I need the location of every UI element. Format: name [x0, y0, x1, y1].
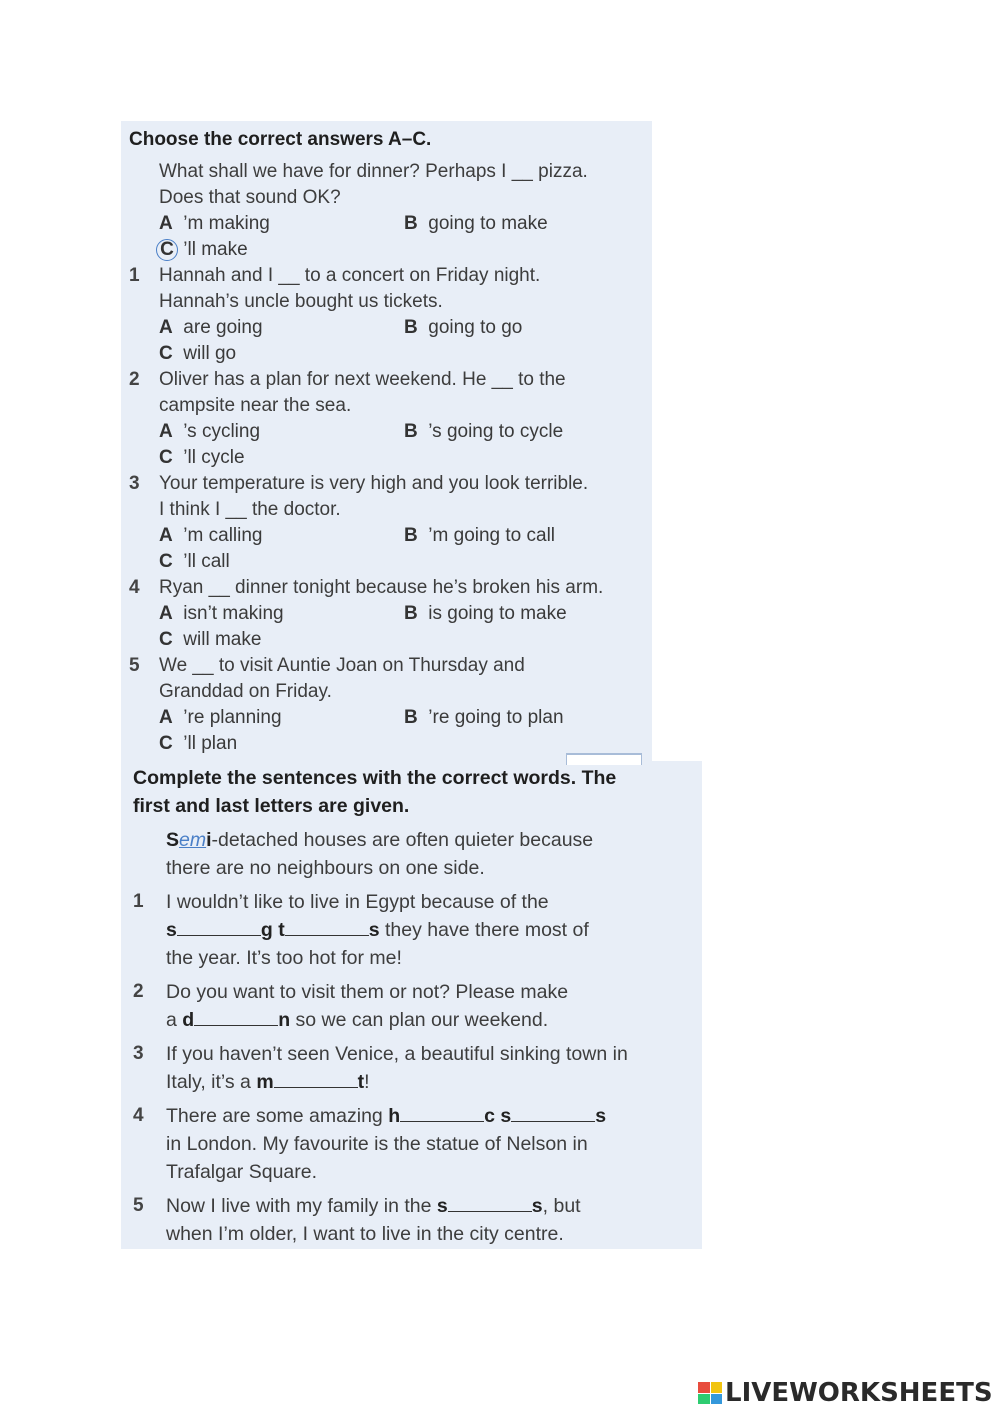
- q4-option-b[interactable]: B is going to make: [404, 603, 567, 624]
- q2-option-b[interactable]: B ’s going to cycle: [404, 421, 564, 442]
- s2-q5-line1: Now I live with my family in the s s, but: [166, 1195, 581, 1217]
- selected-answer-circle: C: [156, 239, 178, 261]
- q4-option-c[interactable]: C will make: [159, 629, 262, 650]
- s2-q3-number: 3: [133, 1043, 144, 1064]
- s2-q1-line2: s g t s they have there most of: [166, 919, 589, 941]
- s2-q1-line1: I wouldn’t like to live in Egypt because of the: [166, 891, 549, 913]
- s2-q4-line2: in London. My favourite is the statue of Nelson in: [166, 1133, 588, 1155]
- s2-q2-blank[interactable]: [194, 1007, 278, 1026]
- logo-text: LIVEWORKSHEETS: [725, 1378, 993, 1408]
- section2-heading-line1: Complete the sentences with the correct words. The: [133, 767, 617, 789]
- s2-q3-line2: Italy, it’s a m t!: [166, 1071, 370, 1093]
- s2-q4-line3: Trafalgar Square.: [166, 1161, 318, 1183]
- q2-line1: Oliver has a plan for next weekend. He __ to the: [159, 369, 566, 390]
- q1-option-b[interactable]: B going to go: [404, 317, 523, 338]
- s2-q1-blank1[interactable]: [177, 917, 261, 936]
- section1-heading: Choose the correct answers A–C.: [129, 129, 432, 150]
- q5-option-c[interactable]: C ’ll plan: [159, 733, 238, 754]
- s2-example-line2: there are no neighbours on one side.: [166, 857, 485, 879]
- example-answer: em: [179, 829, 207, 851]
- s2-q4-number: 4: [133, 1105, 144, 1126]
- s2-q2-line1: Do you want to visit them or not? Please make: [166, 981, 569, 1003]
- s2-q3-blank[interactable]: [274, 1069, 358, 1088]
- q1-line2: Hannah’s uncle bought us tickets.: [159, 291, 443, 312]
- q3-line2: I think I __ the doctor.: [159, 499, 341, 520]
- example-line2: Does that sound OK?: [159, 187, 341, 208]
- s2-q4-blank1[interactable]: [400, 1103, 484, 1122]
- q3-line1: Your temperature is very high and you look terrible.: [159, 473, 589, 494]
- q5-option-b[interactable]: B ’re going to plan: [404, 707, 564, 728]
- s2-q5-line2: when I’m older, I want to live in the city centre.: [166, 1223, 564, 1245]
- example-option-c[interactable]: C ’ll make: [159, 237, 248, 263]
- q1-option-a[interactable]: A are going: [159, 317, 263, 338]
- s2-q4-line1: There are some amazing h c s s: [166, 1105, 607, 1127]
- s2-q2-number: 2: [133, 981, 144, 1002]
- s2-q4-blank2[interactable]: [511, 1103, 595, 1122]
- s2-q2-line2: a d n so we can plan our weekend.: [166, 1009, 549, 1031]
- q3-option-a[interactable]: A ’m calling: [159, 525, 263, 546]
- q2-number: 2: [129, 369, 140, 390]
- q3-number: 3: [129, 473, 140, 494]
- s2-q5-number: 5: [133, 1195, 144, 1216]
- q1-line1: Hannah and I __ to a concert on Friday night.: [159, 265, 541, 286]
- example-option-a[interactable]: A ’m making: [159, 213, 270, 234]
- q4-line1: Ryan __ dinner tonight because he’s broken his arm.: [159, 577, 604, 598]
- q5-line2: Granddad on Friday.: [159, 681, 332, 702]
- q2-line2: campsite near the sea.: [159, 395, 352, 416]
- q2-option-c[interactable]: C ’ll cycle: [159, 447, 245, 468]
- liveworksheets-logo[interactable]: [698, 1380, 993, 1406]
- s2-q3-line1: If you haven’t seen Venice, a beautiful sinking town in: [166, 1043, 628, 1065]
- logo-icon: [698, 1382, 722, 1404]
- s2-example-line1: Semi-detached houses are often quieter because: [166, 829, 594, 851]
- q4-number: 4: [129, 577, 140, 598]
- q3-option-b[interactable]: B ’m going to call: [404, 525, 556, 546]
- s2-q1-number: 1: [133, 891, 144, 912]
- s2-q1-line3: the year. It’s too hot for me!: [166, 947, 402, 969]
- q1-number: 1: [129, 265, 140, 286]
- q5-option-a[interactable]: A ’re planning: [159, 707, 282, 728]
- q4-option-a[interactable]: A isn’t making: [159, 603, 284, 624]
- s2-q5-blank[interactable]: [448, 1193, 532, 1212]
- s2-q1-blank2[interactable]: [285, 917, 369, 936]
- q3-option-c[interactable]: C ’ll call: [159, 551, 230, 572]
- q1-option-c[interactable]: C will go: [159, 343, 237, 364]
- section2-heading-line2: first and last letters are given.: [133, 795, 410, 817]
- q5-line1: We __ to visit Auntie Joan on Thursday and: [159, 655, 525, 676]
- q5-number: 5: [129, 655, 140, 676]
- q2-option-a[interactable]: A ’s cycling: [159, 421, 261, 442]
- example-line1: What shall we have for dinner? Perhaps I __ pizza.: [159, 161, 588, 182]
- example-option-b[interactable]: B going to make: [404, 213, 548, 234]
